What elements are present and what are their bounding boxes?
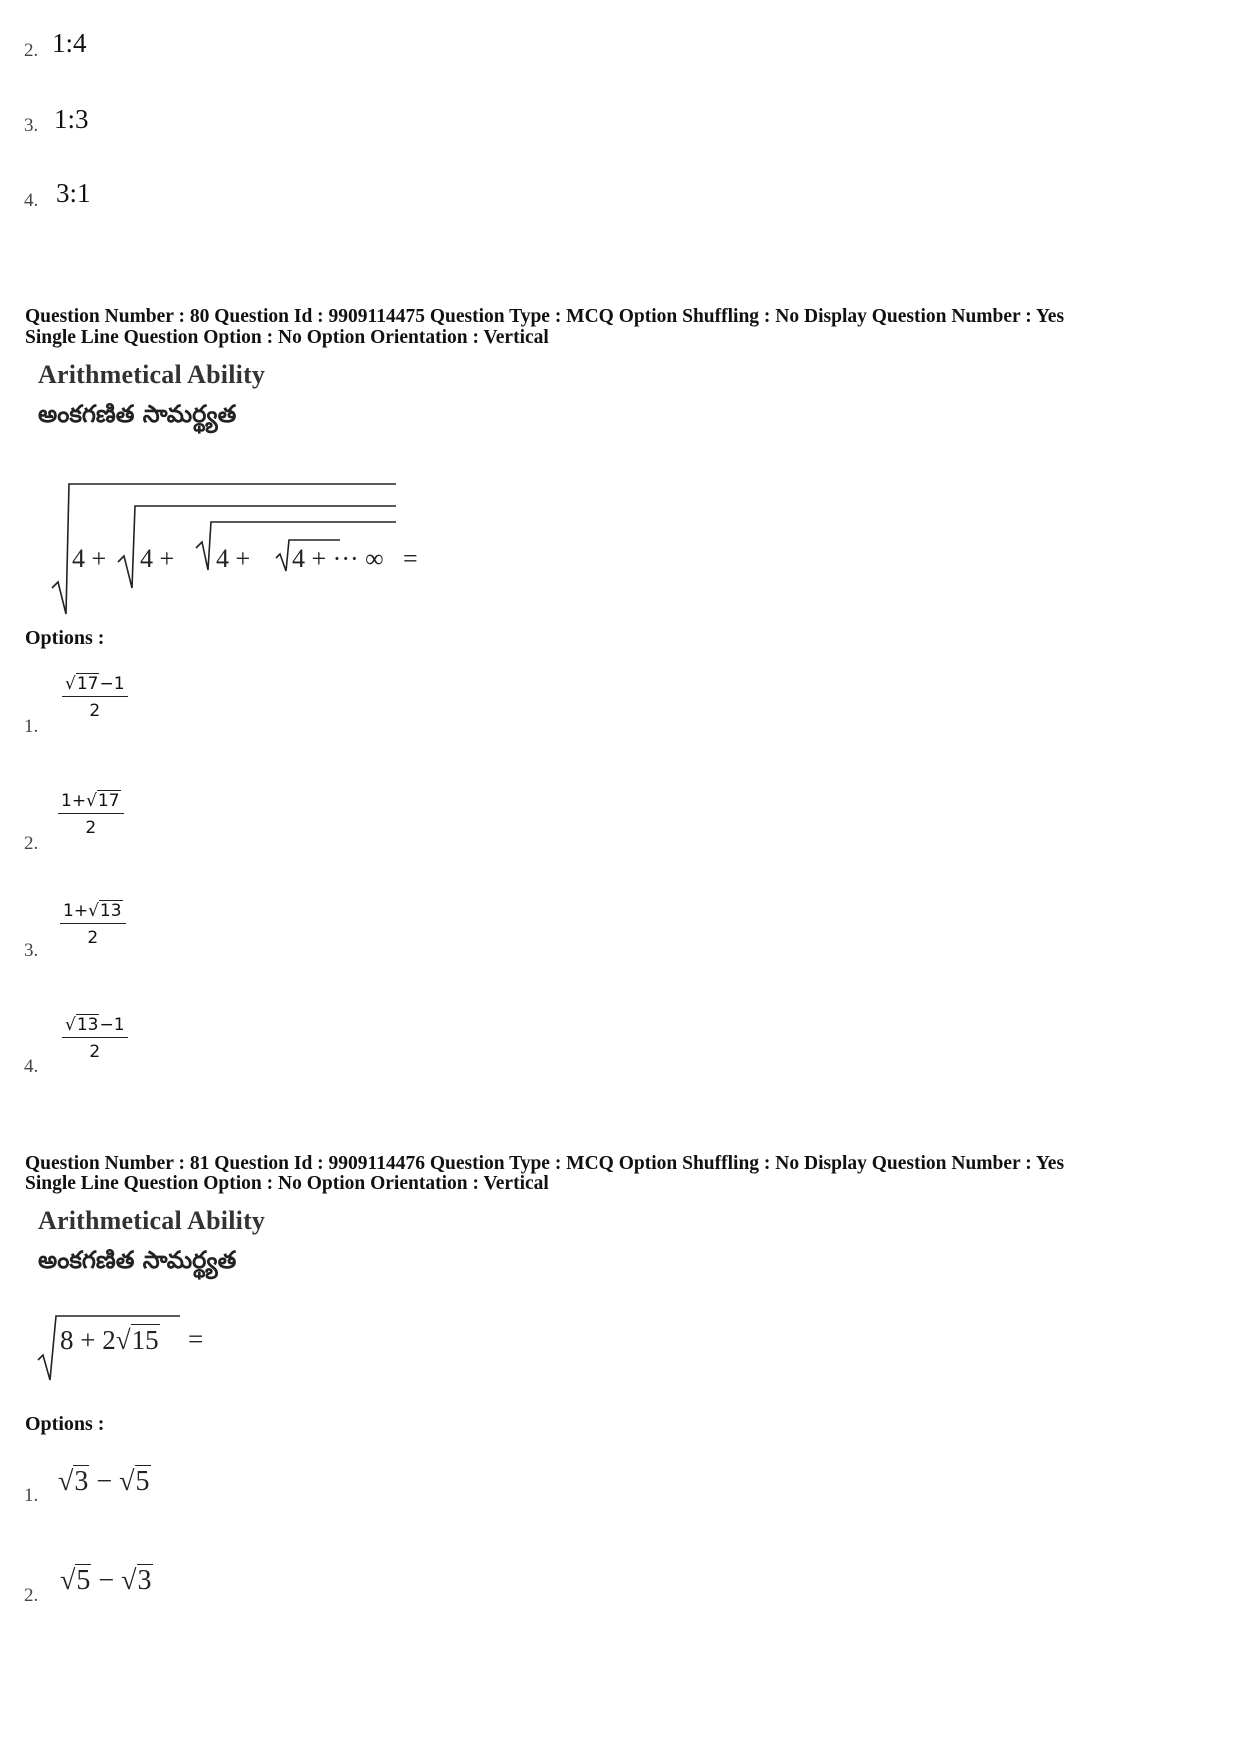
option-text: √3 − √5 <box>58 1466 150 1497</box>
option-text: 3:1 <box>56 178 91 208</box>
option-number: 4. <box>24 1056 39 1077</box>
option-fraction: $\frac{√13-1}{2}$ <box>62 1014 128 1062</box>
question-meta-line1: Question Number : 81 Question Id : 9909114476 Question Type : MCQ Option Shuffling : No Display Question Number : Yes <box>25 1153 1065 1174</box>
expr-equals: = <box>403 544 418 573</box>
option-number: 1. <box>24 716 39 737</box>
question-meta-line1: Question Number : 80 Question Id : 9909114475 Question Type : MCQ Option Shuffling : No Display Question Number : Yes <box>25 306 1065 327</box>
question-expression <box>36 1310 256 1385</box>
option-number: 3. <box>24 940 39 961</box>
subject-telugu: అంకగణిత సామర్థ్యత <box>38 1246 237 1274</box>
option-number: 2. <box>24 833 39 854</box>
question-meta-line2: Single Line Question Option : No Option Orientation : Vertical <box>25 1173 549 1194</box>
expr-term-2: 4 + <box>140 544 175 573</box>
option-number: 3. <box>24 115 39 136</box>
expr-term-4: 4 + ··· ∞ <box>292 544 384 573</box>
option-number: 4. <box>24 190 39 211</box>
subject-english: Arithmetical Ability <box>38 360 266 389</box>
expr-term-3: 4 + <box>216 544 251 573</box>
question-expression <box>50 478 430 618</box>
option-fraction: $\frac{1+√13}{2}$ <box>60 900 126 948</box>
expr-term-1: 4 + <box>72 544 107 573</box>
option-text: 1:4 <box>52 28 87 58</box>
option-number: 1. <box>24 1485 39 1506</box>
options-label: Options : <box>25 1413 105 1435</box>
expr-equals: = <box>188 1324 204 1354</box>
question-meta-line2: Single Line Question Option : No Option Orientation : Vertical <box>25 327 549 348</box>
subject-telugu: అంకగణిత సామర్థ్యత <box>38 400 237 428</box>
options-label: Options : <box>25 627 105 649</box>
option-text: √5 − √3 <box>60 1565 152 1596</box>
option-fraction: $\frac{√17-1}{2}$ <box>62 673 128 721</box>
option-text: 1:3 <box>54 104 89 134</box>
option-fraction: $\frac{1+√17}{2}$ <box>58 790 124 838</box>
subject-english: Arithmetical Ability <box>38 1206 266 1235</box>
option-number: 2. <box>24 1585 39 1606</box>
expr-body: 8 + 2√15 <box>60 1325 159 1355</box>
option-number: 2. <box>24 40 39 61</box>
